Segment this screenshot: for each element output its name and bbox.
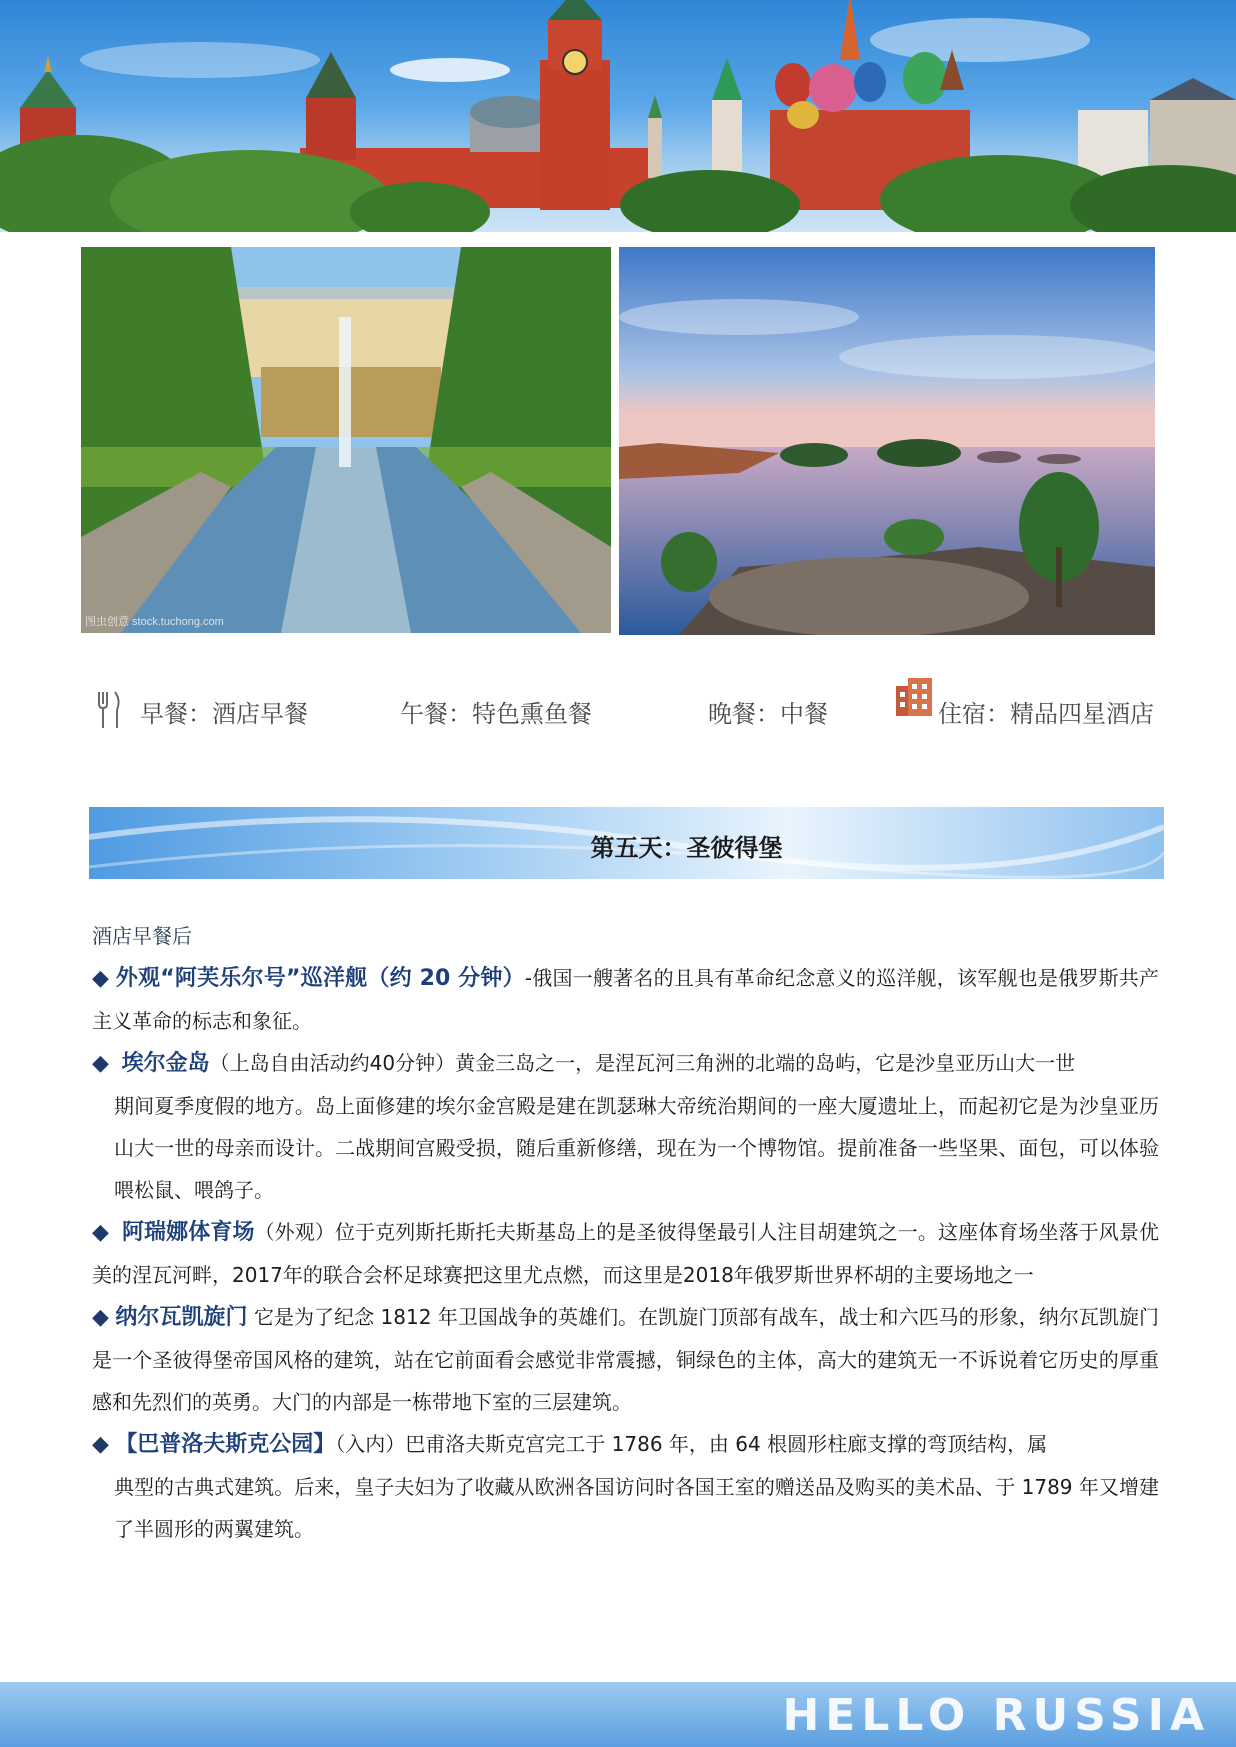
hotel-value: 精品四星酒店 — [1010, 700, 1154, 728]
item-note: （入内） — [335, 1432, 406, 1456]
hotel-info — [938, 694, 1154, 729]
footer-slogan: HELLO RUSSIA — [782, 1690, 1210, 1741]
itinerary-item-narva-gate — [92, 1296, 1159, 1423]
item-text: 黄金三岛之一，是涅瓦河三角洲的北端的岛屿，它是沙皇亚历山大一世 — [455, 1051, 1076, 1075]
item-text: -俄国一艘著名的且具有革命纪念意义的巡洋舰，该军舰也是俄罗斯共产主义革命的标志和象征。 — [92, 966, 1160, 1033]
item-title: 埃尔金岛 — [121, 1051, 210, 1076]
lunch-label: 午餐： — [400, 700, 472, 728]
itinerary-item-aurora — [92, 957, 1159, 1042]
item-note: （上岛自由活动约40分钟） — [209, 1051, 456, 1075]
itinerary-item-elagin — [92, 1042, 1159, 1085]
item-title: 纳尔瓦凯旋门 — [115, 1305, 248, 1330]
lunch-value: 特色熏鱼餐 — [472, 700, 592, 728]
itinerary-item-arena — [92, 1211, 1159, 1296]
footer-bar — [0, 1682, 1236, 1747]
item-text-continued: 典型的古典式建筑。后来，皇子夫妇为了收藏从欧洲各国访问时各国王室的赠送品及购买的美术品、于 1789 年又增建了半圆形的两翼建筑。 — [114, 1475, 1159, 1541]
breakfast-label: 早餐： — [140, 700, 212, 728]
item-text-continued: 期间夏季度假的地方。岛上面修建的埃尔金宫殿是建在凯瑟琳大帝统治期间的一座大厦遗址上，而起初它是为沙皇亚历山大一世的母亲而设计。二战期间宫殿受损，随后重新修缮，现在为一个博物馆。提前准备一些坚果、面包，可以体验喂松鼠、喂鸽子。 — [114, 1094, 1159, 1202]
lake-islands-photo — [619, 247, 1155, 635]
item-text: 巴甫洛夫斯克宫完工于 1786 年，由 64 根圆形柱廊支撑的弯顶结构，属 — [405, 1432, 1048, 1456]
fork-knife-icon — [96, 690, 122, 730]
dinner-label: 晚餐： — [708, 700, 780, 728]
item-text: 位于克列斯托斯托夫斯基岛上的是圣彼得堡最引人注目胡建筑之一。这座体育场坐落于风景优美的涅瓦河畔，2017年的联合会杯足球赛把这里尤点燃，而这里是2018年俄罗斯世界杯胡的主要场地之一 — [92, 1220, 1160, 1287]
kremlin-illustration — [0, 0, 1236, 232]
bullet-diamond-icon: ◆ — [92, 1305, 109, 1330]
bullet-diamond-icon: ◆ — [92, 966, 110, 991]
breakfast-info — [140, 694, 308, 729]
peterhof-fountain-photo — [81, 247, 611, 633]
item-title: 【巴普洛夫斯克公园】 — [115, 1432, 336, 1457]
hotel-label: 住宿： — [938, 700, 1010, 728]
item-note: （外观） — [254, 1220, 335, 1244]
breakfast-value: 酒店早餐 — [212, 700, 308, 728]
itinerary-content — [92, 915, 1159, 1550]
hotel-building-icon — [894, 676, 934, 718]
dinner-value: 中餐 — [780, 700, 828, 728]
day-title: 第五天：圣彼得堡 — [590, 834, 783, 862]
item-title: 外观“阿芙乐尔号”巡洋舰（约 20 分钟） — [115, 966, 525, 991]
bullet-diamond-icon: ◆ — [92, 1051, 109, 1076]
day-title-banner — [89, 807, 1164, 879]
intro-text: 酒店早餐后 — [92, 924, 192, 948]
meals-row — [92, 690, 1162, 730]
lunch-info — [400, 694, 592, 729]
itinerary-item-pavlovsk — [92, 1423, 1159, 1466]
bullet-diamond-icon: ◆ — [92, 1220, 110, 1245]
dinner-info — [708, 694, 828, 729]
watermark: 图虫创意 stock.tuchong.com — [85, 616, 224, 628]
item-text: 它是为了纪念 1812 年卫国战争的英雄们。在凯旋门顶部有战车，战士和六匹马的形象，纳尔瓦凯旋门是一个圣彼得堡帝国风格的建筑，站在它前面看会感觉非常震撼，铜绿色的主体，高大的建筑无一不诉说着它历史的厚重感和先烈们的英勇。大门的内部是一栋带地下室的三层建筑。 — [92, 1305, 1159, 1414]
item-title: 阿瑞娜体育场 — [121, 1220, 255, 1245]
bullet-diamond-icon: ◆ — [92, 1432, 109, 1457]
header-banner-image — [0, 0, 1236, 232]
